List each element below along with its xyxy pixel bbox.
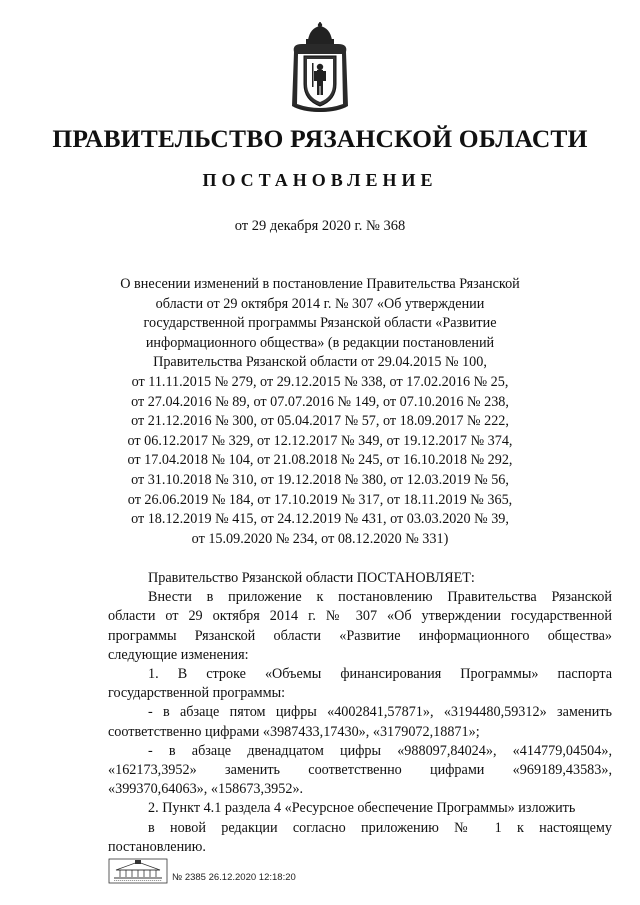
subject-line: от 27.04.2016 № 89, от 07.07.2016 № 149, от 07.10.2016 № 238, (131, 393, 509, 410)
body-line: программы Рязанской области «Развитие информационного общества» (108, 627, 612, 644)
body-line: «162173,3952» заменить соответственно цифрами «969189,43583», (108, 762, 612, 779)
body-line: Внести в приложение к постановлению Правительства Рязанской (148, 589, 612, 606)
subject-line: от 11.11.2015 № 279, от 29.12.2015 № 338, от 17.02.2016 № 25, (131, 373, 509, 390)
subject-line: Правительства Рязанской области от 29.04.2015 № 100, (153, 354, 487, 371)
document-body (108, 569, 612, 857)
subject-line: от 21.12.2016 № 300, от 05.04.2017 № 57, от 18.09.2017 № 222, (131, 413, 509, 430)
government-name: ПРАВИТЕЛЬСТВО РЯЗАНСКОЙ ОБЛАСТИ (52, 124, 588, 153)
subject-line: государственной программы Рязанской области «Развитие (143, 315, 497, 332)
subject-line: от 18.12.2019 № 415, от 24.12.2019 № 431, от 03.03.2020 № 39, (131, 511, 509, 528)
body-line: государственной программы: (108, 685, 286, 702)
body-line: постановлению. (108, 838, 206, 855)
document-subject (70, 275, 570, 549)
body-line: 2. Пункт 4.1 раздела 4 «Ресурсное обеспечение Программы» изложить (148, 800, 576, 817)
body-line: 1. В строке «Объемы финансирования Программы» паспорта (148, 666, 612, 683)
body-line: в новой редакции согласно приложению № 1 к настоящему (148, 819, 612, 836)
subject-line: от 26.06.2019 № 184, от 17.10.2019 № 317, от 18.11.2019 № 365, (127, 491, 513, 508)
subject-line: от 06.12.2017 № 329, от 12.12.2017 № 349, от 19.12.2017 № 374, (127, 432, 513, 449)
subject-line: информационного общества» (в редакции постановлений (145, 334, 495, 351)
registration-number: № 2385 26.12.2020 12:18:20 (172, 872, 296, 883)
coat-of-arms-icon (288, 22, 352, 114)
document-type: ПОСТАНОВЛЕНИЕ (202, 170, 438, 190)
body-line: следующие изменения: (108, 646, 249, 663)
subject-line: от 15.09.2020 № 234, от 08.12.2020 № 331) (191, 530, 449, 547)
subject-line: О внесении изменений в постановление Правительства Рязанской (120, 276, 520, 292)
subject-line: от 17.04.2018 № 104, от 21.08.2018 № 245, от 16.10.2018 № 292, (127, 452, 513, 469)
body-line: - в абзаце двенадцатом цифры «988097,84024», «414779,04504», (148, 742, 612, 759)
body-line: области от 29 октября 2014 г. № 307 «Об утверждении государственной (108, 608, 612, 625)
subject-line: области от 29 октября 2014 г. № 307 «Об утверждении (155, 295, 485, 312)
government-building-stamp-icon (108, 858, 168, 884)
body-line: Правительство Рязанской области ПОСТАНОВЛЯЕТ: (148, 570, 475, 586)
subject-line: от 31.10.2018 № 310, от 19.12.2018 № 380, от 12.03.2019 № 56, (131, 471, 509, 488)
body-line: «399370,64063», «158673,3952». (108, 781, 304, 798)
document-date-number: от 29 декабря 2020 г. № 368 (234, 218, 406, 234)
body-line: - в абзаце пятом цифры «4002841,57871», «3194480,59312» заменить (148, 704, 612, 721)
body-line: соответственно цифрами «3987433,17430», «3179072,18871»; (108, 723, 480, 740)
